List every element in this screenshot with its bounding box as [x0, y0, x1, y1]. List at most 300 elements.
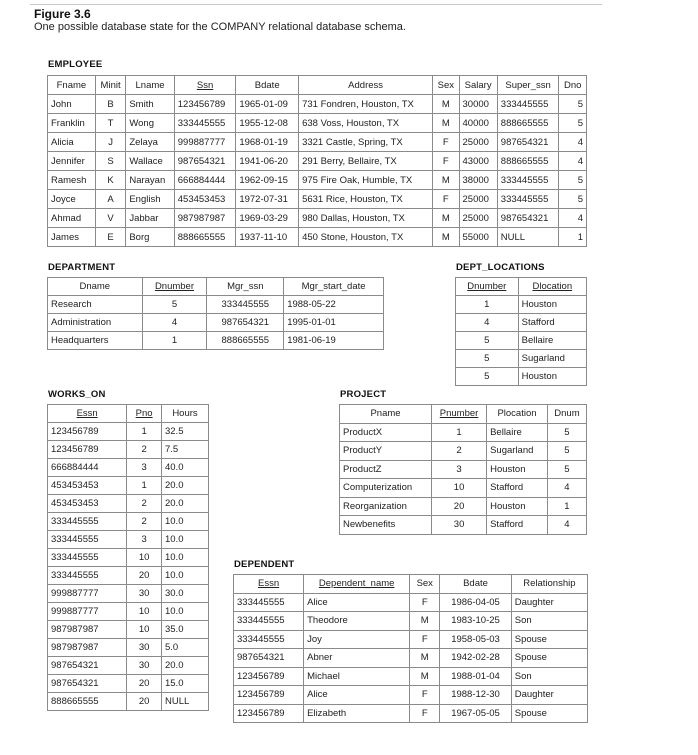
table-row: [48, 675, 209, 693]
project-cell: Houston: [487, 497, 548, 516]
dependent-cell: 1942-02-28: [440, 649, 511, 668]
top-rule: [30, 4, 602, 5]
employee-cell: B: [95, 95, 126, 114]
employee-cell: Jabbar: [126, 209, 174, 228]
works-on-cell: 3: [127, 459, 162, 477]
dependent-cell: Michael: [304, 667, 410, 686]
dependent-cell: F: [410, 704, 440, 723]
dept-locations-cell: Stafford: [518, 314, 586, 332]
project-cell: 1: [432, 423, 487, 442]
employee-cell: 1968-01-19: [236, 133, 299, 152]
project-table: [339, 404, 587, 535]
employee-cell: E: [95, 228, 126, 247]
dept-locations-column-header: Dnumber: [456, 278, 519, 296]
employee-header-row: [48, 76, 587, 95]
department-cell: 1981-06-19: [284, 332, 384, 350]
works-on-cell: 333445555: [48, 513, 127, 531]
table-row: [48, 441, 209, 459]
table-row: [234, 704, 588, 723]
employee-cell: James: [48, 228, 96, 247]
employee-column-header: Ssn: [174, 76, 236, 95]
employee-cell: 999887777: [174, 133, 236, 152]
works-on-cell: 20.0: [161, 495, 208, 513]
employee-cell: 40000: [459, 114, 497, 133]
project-cell: 4: [547, 516, 586, 535]
employee-cell: T: [95, 114, 126, 133]
works-on-cell: 30: [127, 657, 162, 675]
works-on-cell: 30: [127, 585, 162, 603]
project-cell: Reorganization: [340, 497, 432, 516]
employee-cell: 1941-06-20: [236, 152, 299, 171]
employee-cell: 4: [559, 152, 587, 171]
project-cell: Stafford: [487, 516, 548, 535]
table-row: [340, 516, 587, 535]
dependent-cell: M: [410, 667, 440, 686]
dependent-cell: Spouse: [511, 649, 587, 668]
employee-column-header: Salary: [459, 76, 497, 95]
employee-cell: F: [433, 133, 459, 152]
employee-cell: 1937-11-10: [236, 228, 299, 247]
employee-cell: Smith: [126, 95, 174, 114]
works-on-column-header: Pno: [127, 405, 162, 423]
project-cell: 20: [432, 497, 487, 516]
works-on-cell: 15.0: [161, 675, 208, 693]
employee-cell: 666884444: [174, 171, 236, 190]
works-on-cell: 333445555: [48, 531, 127, 549]
employee-cell: 888665555: [174, 228, 236, 247]
employee-cell: 1972-07-31: [236, 190, 299, 209]
employee-cell: Joyce: [48, 190, 96, 209]
employee-cell: Ramesh: [48, 171, 96, 190]
employee-cell: Narayan: [126, 171, 174, 190]
employee-cell: 333445555: [497, 190, 559, 209]
dept-locations-cell: 5: [456, 350, 519, 368]
table-row: [234, 686, 588, 705]
dependent-cell: Son: [511, 667, 587, 686]
employee-cell: Ahmad: [48, 209, 96, 228]
employee-column-header: Sex: [433, 76, 459, 95]
employee-cell: 975 Fire Oak, Humble, TX: [299, 171, 433, 190]
project-cell: ProductZ: [340, 460, 432, 479]
employee-cell: S: [95, 152, 126, 171]
dependent-column-header: Relationship: [511, 575, 587, 594]
employee-cell: 333445555: [174, 114, 236, 133]
dept-locations-table-name: DEPT_LOCATIONS: [456, 262, 545, 273]
dependent-cell: 1986-04-05: [440, 593, 511, 612]
employee-cell: F: [433, 152, 459, 171]
works-on-cell: 987654321: [48, 675, 127, 693]
employee-cell: 291 Berry, Bellaire, TX: [299, 152, 433, 171]
project-cell: 3: [432, 460, 487, 479]
employee-column-header: Lname: [126, 76, 174, 95]
employee-cell: 1955-12-08: [236, 114, 299, 133]
figure-title: Figure 3.6: [34, 7, 91, 21]
project-column-header: Pnumber: [432, 405, 487, 424]
table-row: [48, 95, 587, 114]
dependent-cell: Son: [511, 612, 587, 631]
works-on-cell: 123456789: [48, 423, 127, 441]
employee-cell: 987654321: [174, 152, 236, 171]
dependent-cell: 1988-12-30: [440, 686, 511, 705]
works-on-cell: 10.0: [161, 531, 208, 549]
table-row: [48, 171, 587, 190]
dependent-column-header: Dependent_name: [304, 575, 410, 594]
dependent-cell: Theodore: [304, 612, 410, 631]
employee-cell: M: [433, 228, 459, 247]
employee-cell: John: [48, 95, 96, 114]
works-on-cell: 333445555: [48, 567, 127, 585]
project-cell: ProductX: [340, 423, 432, 442]
project-column-header: Pname: [340, 405, 432, 424]
employee-cell: 30000: [459, 95, 497, 114]
table-row: [340, 479, 587, 498]
department-column-header: Mgr_start_date: [284, 278, 384, 296]
dept-locations-cell: Houston: [518, 368, 586, 386]
employee-cell: 4: [559, 209, 587, 228]
table-row: [48, 639, 209, 657]
employee-cell: English: [126, 190, 174, 209]
works-on-cell: 987987987: [48, 621, 127, 639]
employee-cell: 980 Dallas, Houston, TX: [299, 209, 433, 228]
works-on-cell: 30: [127, 639, 162, 657]
figure-caption: One possible database state for the COMPANY relational database schema.: [34, 21, 406, 33]
dependent-cell: Daughter: [511, 686, 587, 705]
works-on-cell: 999887777: [48, 585, 127, 603]
dept-locations-cell: Bellaire: [518, 332, 586, 350]
works-on-cell: 5.0: [161, 639, 208, 657]
employee-cell: 38000: [459, 171, 497, 190]
employee-column-header: Super_ssn: [497, 76, 559, 95]
table-row: [48, 657, 209, 675]
employee-cell: 3321 Castle, Spring, TX: [299, 133, 433, 152]
table-row: [340, 497, 587, 516]
employee-cell: 888665555: [497, 114, 559, 133]
works-on-cell: 40.0: [161, 459, 208, 477]
employee-cell: 888665555: [497, 152, 559, 171]
works-on-cell: 2: [127, 513, 162, 531]
employee-cell: 25000: [459, 190, 497, 209]
works-on-cell: 20: [127, 675, 162, 693]
table-row: [234, 630, 588, 649]
works-on-cell: 35.0: [161, 621, 208, 639]
employee-table: [47, 75, 587, 247]
project-header-row: [340, 405, 587, 424]
table-row: [48, 423, 209, 441]
project-column-header: Dnum: [547, 405, 586, 424]
project-cell: 5: [547, 423, 586, 442]
department-cell: Research: [48, 296, 143, 314]
project-cell: 30: [432, 516, 487, 535]
works-on-cell: 10.0: [161, 567, 208, 585]
employee-cell: 123456789: [174, 95, 236, 114]
works-on-cell: 32.5: [161, 423, 208, 441]
table-row: [456, 296, 587, 314]
project-cell: 5: [547, 442, 586, 461]
works-on-cell: NULL: [161, 693, 208, 711]
employee-column-header: Bdate: [236, 76, 299, 95]
employee-cell: 4: [559, 133, 587, 152]
table-row: [48, 228, 587, 247]
dependent-cell: 123456789: [234, 704, 304, 723]
works-on-cell: 20: [127, 567, 162, 585]
employee-cell: F: [433, 190, 459, 209]
employee-cell: 987987987: [174, 209, 236, 228]
project-cell: Sugarland: [487, 442, 548, 461]
works-on-cell: 666884444: [48, 459, 127, 477]
dependent-cell: 123456789: [234, 686, 304, 705]
project-cell: 10: [432, 479, 487, 498]
employee-cell: 453453453: [174, 190, 236, 209]
works-on-cell: 20.0: [161, 657, 208, 675]
dependent-column-header: Essn: [234, 575, 304, 594]
table-row: [456, 368, 587, 386]
employee-cell: 333445555: [497, 171, 559, 190]
department-header-row: [48, 278, 384, 296]
dependent-cell: 1983-10-25: [440, 612, 511, 631]
table-row: [48, 477, 209, 495]
dependent-cell: Elizabeth: [304, 704, 410, 723]
employee-cell: 987654321: [497, 133, 559, 152]
dept-locations-column-header: Dlocation: [518, 278, 586, 296]
dependent-cell: 333445555: [234, 612, 304, 631]
employee-cell: K: [95, 171, 126, 190]
works-on-column-header: Essn: [48, 405, 127, 423]
dependent-cell: 1988-01-04: [440, 667, 511, 686]
employee-cell: 450 Stone, Houston, TX: [299, 228, 433, 247]
employee-cell: Borg: [126, 228, 174, 247]
dependent-cell: F: [410, 630, 440, 649]
dependent-cell: Spouse: [511, 704, 587, 723]
employee-cell: 25000: [459, 209, 497, 228]
dept-locations-header-row: [456, 278, 587, 296]
department-column-header: Dnumber: [142, 278, 207, 296]
works-on-cell: 20: [127, 693, 162, 711]
dependent-cell: Abner: [304, 649, 410, 668]
employee-cell: 5: [559, 190, 587, 209]
department-cell: 888665555: [207, 332, 284, 350]
works-on-cell: 888665555: [48, 693, 127, 711]
dependent-column-header: Sex: [410, 575, 440, 594]
table-row: [48, 513, 209, 531]
works-on-cell: 10.0: [161, 513, 208, 531]
table-row: [48, 531, 209, 549]
table-row: [234, 593, 588, 612]
employee-cell: 638 Voss, Houston, TX: [299, 114, 433, 133]
department-cell: 333445555: [207, 296, 284, 314]
employee-cell: M: [433, 171, 459, 190]
table-row: [48, 459, 209, 477]
employee-cell: 5631 Rice, Houston, TX: [299, 190, 433, 209]
works-on-header-row: [48, 405, 209, 423]
dependent-cell: Daughter: [511, 593, 587, 612]
employee-cell: V: [95, 209, 126, 228]
project-cell: Computerization: [340, 479, 432, 498]
dependent-table-name: DEPENDENT: [234, 559, 295, 570]
works-on-cell: 987654321: [48, 657, 127, 675]
dependent-cell: 1958-05-03: [440, 630, 511, 649]
employee-cell: 1: [559, 228, 587, 247]
employee-cell: J: [95, 133, 126, 152]
table-row: [234, 649, 588, 668]
department-column-header: Dname: [48, 278, 143, 296]
dependent-cell: 123456789: [234, 667, 304, 686]
dependent-cell: Spouse: [511, 630, 587, 649]
employee-cell: 1962-09-15: [236, 171, 299, 190]
table-row: [234, 612, 588, 631]
table-row: [48, 314, 384, 332]
works-on-cell: 453453453: [48, 495, 127, 513]
department-cell: 5: [142, 296, 207, 314]
employee-column-header: Minit: [95, 76, 126, 95]
works-on-cell: 7.5: [161, 441, 208, 459]
table-row: [456, 350, 587, 368]
project-column-header: Plocation: [487, 405, 548, 424]
department-cell: 1988-05-22: [284, 296, 384, 314]
employee-cell: Jennifer: [48, 152, 96, 171]
employee-cell: Alicia: [48, 133, 96, 152]
project-table-name: PROJECT: [340, 389, 387, 400]
dependent-cell: F: [410, 686, 440, 705]
works-on-table-name: WORKS_ON: [48, 389, 106, 400]
table-row: [48, 296, 384, 314]
works-on-cell: 20.0: [161, 477, 208, 495]
project-cell: 2: [432, 442, 487, 461]
project-cell: ProductY: [340, 442, 432, 461]
table-row: [340, 460, 587, 479]
dept-locations-table: [455, 277, 587, 386]
works-on-cell: 10: [127, 603, 162, 621]
employee-cell: M: [433, 114, 459, 133]
works-on-cell: 30.0: [161, 585, 208, 603]
department-cell: 4: [142, 314, 207, 332]
table-row: [48, 114, 587, 133]
works-on-table: [47, 404, 209, 711]
project-cell: Newbenefits: [340, 516, 432, 535]
employee-column-header: Fname: [48, 76, 96, 95]
table-row: [234, 667, 588, 686]
employee-column-header: Address: [299, 76, 433, 95]
employee-cell: 1969-03-29: [236, 209, 299, 228]
employee-cell: M: [433, 209, 459, 228]
table-row: [48, 693, 209, 711]
department-cell: Administration: [48, 314, 143, 332]
works-on-cell: 333445555: [48, 549, 127, 567]
works-on-column-header: Hours: [161, 405, 208, 423]
dept-locations-cell: 5: [456, 368, 519, 386]
dependent-cell: M: [410, 649, 440, 668]
table-row: [48, 209, 587, 228]
dependent-table: [233, 574, 588, 723]
dependent-cell: 333445555: [234, 593, 304, 612]
department-cell: 1995-01-01: [284, 314, 384, 332]
table-row: [48, 190, 587, 209]
employee-cell: 43000: [459, 152, 497, 171]
project-cell: 1: [547, 497, 586, 516]
employee-cell: 333445555: [497, 95, 559, 114]
dependent-cell: 333445555: [234, 630, 304, 649]
dept-locations-cell: 4: [456, 314, 519, 332]
table-row: [48, 495, 209, 513]
works-on-cell: 123456789: [48, 441, 127, 459]
works-on-cell: 453453453: [48, 477, 127, 495]
table-row: [48, 549, 209, 567]
works-on-cell: 10: [127, 549, 162, 567]
table-row: [456, 332, 587, 350]
table-row: [48, 133, 587, 152]
employee-cell: 5: [559, 171, 587, 190]
dependent-column-header: Bdate: [440, 575, 511, 594]
works-on-cell: 10.0: [161, 603, 208, 621]
employee-cell: 25000: [459, 133, 497, 152]
works-on-cell: 2: [127, 441, 162, 459]
works-on-cell: 1: [127, 477, 162, 495]
department-table-name: DEPARTMENT: [48, 262, 116, 273]
project-cell: 4: [547, 479, 586, 498]
dept-locations-cell: Sugarland: [518, 350, 586, 368]
department-cell: Headquarters: [48, 332, 143, 350]
dependent-cell: 1967-05-05: [440, 704, 511, 723]
dept-locations-cell: Houston: [518, 296, 586, 314]
employee-cell: Franklin: [48, 114, 96, 133]
dependent-cell: M: [410, 612, 440, 631]
table-row: [48, 621, 209, 639]
works-on-cell: 10: [127, 621, 162, 639]
dependent-cell: Alice: [304, 686, 410, 705]
employee-cell: Zelaya: [126, 133, 174, 152]
employee-cell: 1965-01-09: [236, 95, 299, 114]
works-on-cell: 1: [127, 423, 162, 441]
employee-column-header: Dno: [559, 76, 587, 95]
employee-cell: A: [95, 190, 126, 209]
works-on-cell: 10.0: [161, 549, 208, 567]
department-cell: 1: [142, 332, 207, 350]
dependent-header-row: [234, 575, 588, 594]
table-row: [456, 314, 587, 332]
dependent-cell: Joy: [304, 630, 410, 649]
employee-cell: 987654321: [497, 209, 559, 228]
employee-cell: Wong: [126, 114, 174, 133]
dept-locations-cell: 1: [456, 296, 519, 314]
employee-table-name: EMPLOYEE: [48, 59, 103, 70]
project-cell: Bellaire: [487, 423, 548, 442]
employee-cell: 731 Fondren, Houston, TX: [299, 95, 433, 114]
table-row: [340, 423, 587, 442]
dependent-cell: Alice: [304, 593, 410, 612]
employee-cell: 5: [559, 95, 587, 114]
works-on-cell: 3: [127, 531, 162, 549]
department-column-header: Mgr_ssn: [207, 278, 284, 296]
dependent-cell: 987654321: [234, 649, 304, 668]
employee-cell: M: [433, 95, 459, 114]
project-cell: Houston: [487, 460, 548, 479]
employee-cell: 5: [559, 114, 587, 133]
employee-cell: 55000: [459, 228, 497, 247]
department-table: [47, 277, 384, 350]
table-row: [48, 567, 209, 585]
works-on-cell: 987987987: [48, 639, 127, 657]
department-cell: 987654321: [207, 314, 284, 332]
project-cell: 5: [547, 460, 586, 479]
table-row: [48, 152, 587, 171]
employee-cell: Wallace: [126, 152, 174, 171]
works-on-cell: 999887777: [48, 603, 127, 621]
table-row: [48, 332, 384, 350]
dependent-cell: F: [410, 593, 440, 612]
table-row: [48, 603, 209, 621]
table-row: [340, 442, 587, 461]
works-on-cell: 2: [127, 495, 162, 513]
dept-locations-cell: 5: [456, 332, 519, 350]
